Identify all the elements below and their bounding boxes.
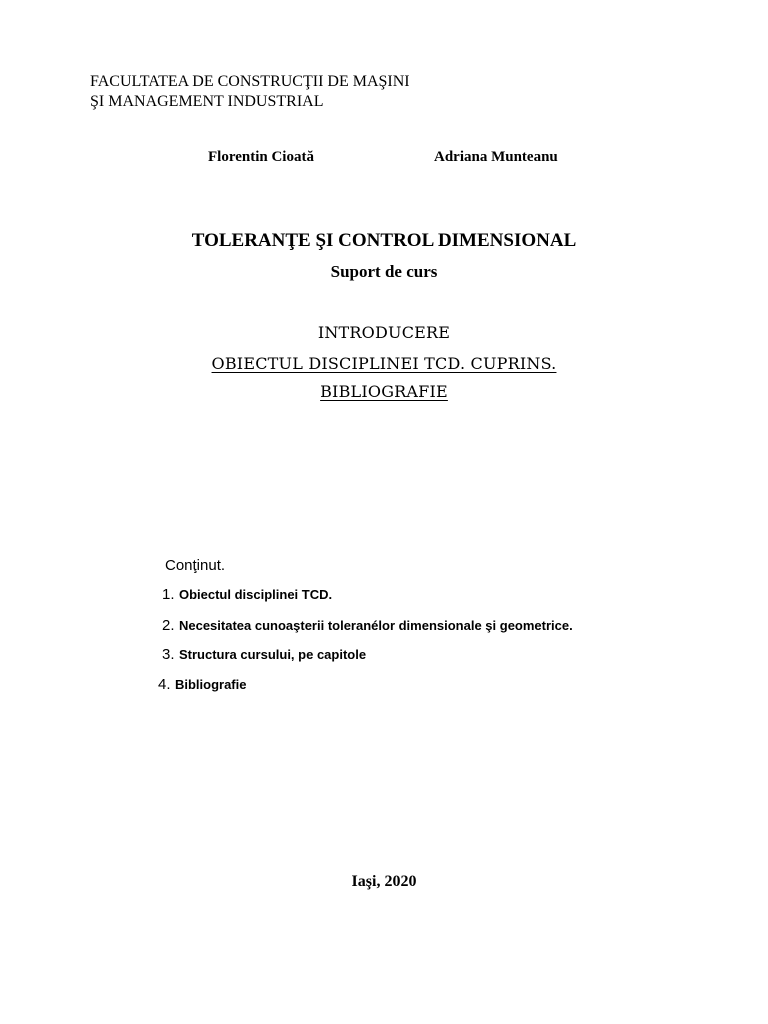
contents-item-text: Structura cursului, pe capitole (178, 647, 367, 662)
contents-item-text: Obiectul disciplinei TCD. (178, 587, 333, 602)
section-subheading-line-1: OBIECTUL DISCIPLINEI TCD. CUPRINS. (211, 354, 557, 373)
contents-item (158, 676, 246, 694)
place-and-date: Iaşi, 2020 (351, 873, 417, 890)
contents-item-text: Bibliografie (174, 677, 247, 692)
faculty-name-line-2: ŞI MANAGEMENT INDUSTRIAL (90, 93, 324, 110)
contents-item (162, 586, 332, 604)
contents-item-text: Necesitatea cunoaşterii toleranélor dimensionale şi geometrice. (178, 618, 573, 633)
section-heading: INTRODUCERE (317, 323, 451, 342)
contents-heading: Conţinut. (165, 557, 226, 574)
contents-item-number: 4. (158, 676, 171, 693)
author-name: Adriana Munteanu (434, 149, 558, 165)
contents-item-number: 1. (162, 586, 175, 603)
contents-item (162, 646, 366, 664)
contents-item-number: 2. (162, 617, 175, 634)
contents-item-number: 3. (162, 646, 175, 663)
section-subheading-line-2: BIBLIOGRAFIE (320, 382, 448, 401)
document-title: TOLERANŢE ŞI CONTROL DIMENSIONAL (191, 230, 577, 251)
document-subtitle: Suport de curs (330, 262, 438, 281)
contents-item (162, 617, 573, 635)
faculty-name-line-1: FACULTATEA DE CONSTRUCŢII DE MAŞINI (90, 73, 410, 90)
author-name: Florentin Cioată (208, 149, 314, 165)
